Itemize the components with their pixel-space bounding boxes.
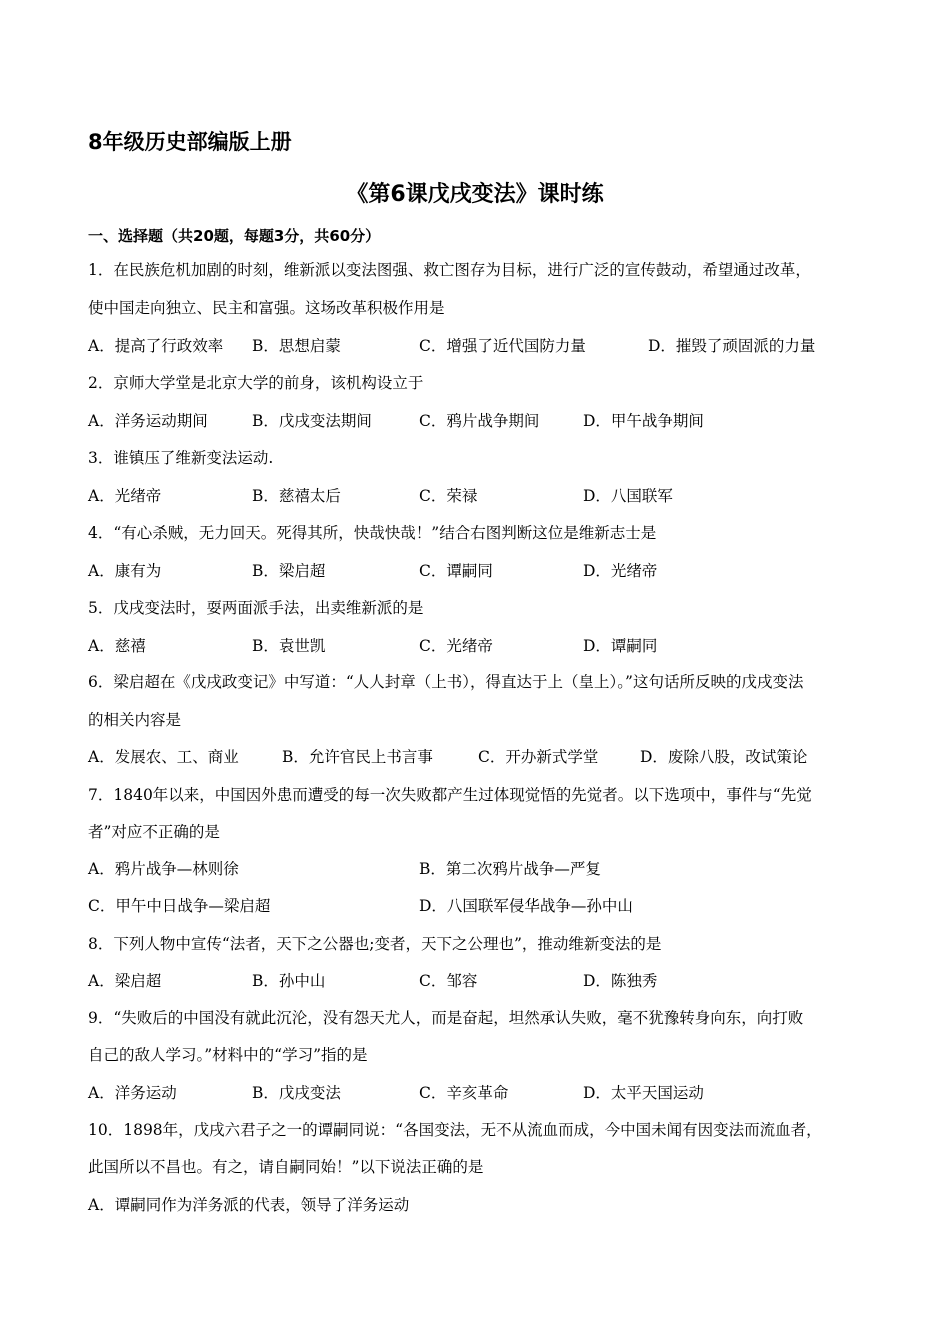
question-6-option-d: D．废除八股，改试策论: [640, 748, 808, 766]
question-6-line-1: 6．梁启超在《戊戌政变记》中写道：“人人封章（上书），得直达于上（皇上）。”这句话所反映的戊戌变法: [88, 673, 804, 691]
question-4-option-d: D．光绪帝: [583, 562, 658, 580]
question-2-option-b: B．戊戌变法期间: [252, 412, 372, 430]
question-10-option-a: A．谭嗣同作为洋务派的代表，领导了洋务运动: [88, 1196, 410, 1214]
question-5-option-d: D．谭嗣同: [583, 637, 658, 655]
grade-title: 8年级历史部编版上册: [88, 130, 292, 154]
question-2-line-1: 2．京师大学堂是北京大学的前身，该机构设立于: [88, 374, 424, 392]
question-3-option-a: A．光绪帝: [88, 487, 162, 505]
question-3-option-b: B．慈禧太后: [252, 487, 341, 505]
question-8-option-a: A．梁启超: [88, 972, 162, 990]
question-8-option-d: D．陈独秀: [583, 972, 658, 990]
question-1-option-a: A．提高了行政效率: [88, 337, 224, 355]
question-10-line-1: 10．1898年，戊戌六君子之一的谭嗣同说：“各国变法，无不从流血而成，今中国未闻有因变法而流血者，: [88, 1121, 822, 1139]
question-7-line-2: 者”对应不正确的是: [88, 823, 220, 841]
question-7-option-c: C．甲午中日战争—梁启超: [88, 897, 271, 915]
question-7-option-a: A．鸦片战争—林则徐: [88, 860, 239, 878]
question-10-line-2: 此国所以不昌也。有之，请自嗣同始！”以下说法正确的是: [88, 1158, 484, 1176]
section-title: 一、选择题（共20题，每题3分，共60分）: [88, 227, 381, 245]
question-2-option-c: C．鸦片战争期间: [419, 412, 540, 430]
question-6-line-2: 的相关内容是: [88, 711, 182, 729]
question-1-line-2: 使中国走向独立、民主和富强。这场改革积极作用是: [88, 299, 445, 317]
question-6-option-b: B．允许官民上书言事: [282, 748, 433, 766]
question-9-line-2: 自己的敌人学习。”材料中的“学习”指的是: [88, 1046, 368, 1064]
question-8-option-c: C．邹容: [419, 972, 478, 990]
question-5-line-1: 5．戊戌变法时，耍两面派手法，出卖维新派的是: [88, 599, 424, 617]
question-4-line-1: 4．“有心杀贼，无力回天。死得其所，快哉快哉！”结合右图判断这位是维新志士是: [88, 524, 657, 542]
question-4-option-c: C．谭嗣同: [419, 562, 493, 580]
question-9-option-d: D．太平天国运动: [583, 1084, 704, 1102]
question-1-option-d: D．摧毁了顽固派的力量: [648, 337, 816, 355]
question-1-option-b: B．思想启蒙: [252, 337, 341, 355]
question-3-line-1: 3．谁镇压了维新变法运动.: [88, 449, 274, 467]
question-2-option-d: D．甲午战争期间: [583, 412, 704, 430]
question-2-option-a: A．洋务运动期间: [88, 412, 208, 430]
question-7-line-1: 7．1840年以来，中国因外患而遭受的每一次失败都产生过体现觉悟的先觉者。以下选项中，事件与“先觉: [88, 786, 812, 804]
question-4-option-b: B．梁启超: [252, 562, 326, 580]
question-4-option-a: A．康有为: [88, 562, 162, 580]
question-1-line-1: 1．在民族危机加剧的时刻，维新派以变法图强、救亡图存为目标，进行广泛的宣传鼓动，希望通过改革，: [88, 261, 811, 279]
question-9-option-a: A．洋务运动: [88, 1084, 177, 1102]
question-6-option-a: A．发展农、工、商业: [88, 748, 239, 766]
question-8-option-b: B．孙中山: [252, 972, 326, 990]
question-9-option-c: C．辛亥革命: [419, 1084, 509, 1102]
question-7-option-b: B．第二次鸦片战争—严复: [419, 860, 601, 878]
question-5-option-a: A．慈禧: [88, 637, 146, 655]
question-5-option-b: B．袁世凯: [252, 637, 326, 655]
question-3-option-c: C．荣禄: [419, 487, 478, 505]
question-6-option-c: C．开办新式学堂: [478, 748, 599, 766]
question-9-line-1: 9．“失败后的中国没有就此沉沦，没有怨天尤人，而是奋起，坦然承认失败，毫不犹豫转身向东，向打败: [88, 1009, 804, 1027]
question-7-option-d: D．八国联军侵华战争—孙中山: [419, 897, 633, 915]
question-5-option-c: C．光绪帝: [419, 637, 493, 655]
lesson-title: 《第6课戊戌变法》课时练: [346, 182, 604, 207]
question-9-option-b: B．戊戌变法: [252, 1084, 341, 1102]
question-8-line-1: 8．下列人物中宣传“法者，天下之公器也;变者，天下之公理也”，推动维新变法的是: [88, 935, 662, 953]
question-3-option-d: D．八国联军: [583, 487, 673, 505]
question-1-option-c: C．增强了近代国防力量: [419, 337, 586, 355]
